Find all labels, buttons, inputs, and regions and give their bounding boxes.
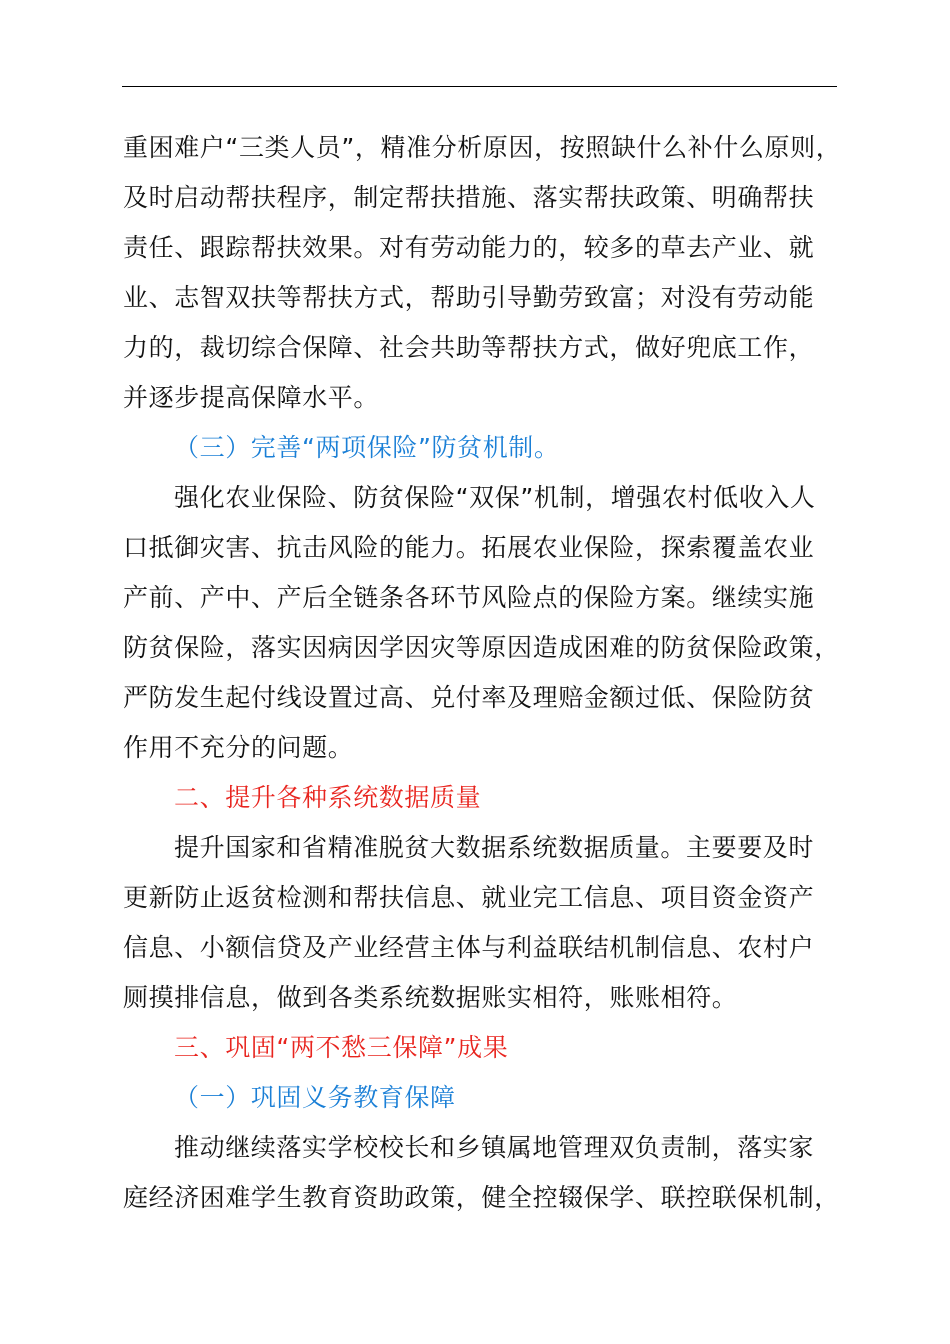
paragraph-line: 强化农业保险、防贫保险“双保”机制，增强农村低收入人 (174, 483, 816, 512)
paragraph-line: 重困难户“三类人员”，精准分析原因，按照缺什么补什么原则， (123, 133, 842, 162)
paragraph-line: 力的，裁切综合保障、社会共助等帮扶方式，做好兜底工作， (123, 333, 815, 362)
heading-consolidate-results: 三、巩固“两不愁三保障”成果 (174, 1033, 509, 1062)
paragraph-line: 业、志智双扶等帮扶方式，帮助引导勤劳致富；对没有劳动能 (123, 283, 815, 312)
header-rule (122, 86, 837, 87)
paragraph-line: 并逐步提高保障水平。 (123, 383, 380, 412)
paragraph-line: 口抵御灾害、抗击风险的能力。拓展农业保险，探索覆盖农业 (123, 533, 815, 562)
document-body (123, 123, 843, 1223)
paragraph-line: 推动继续落实学校校长和乡镇属地管理双负责制，落实家 (174, 1133, 815, 1162)
subheading-education: （一）巩固义务教育保障 (174, 1083, 456, 1112)
paragraph-line: 防贫保险，落实因病因学因灾等原因造成困难的防贫保险政策， (123, 633, 840, 662)
paragraph-line: 作用不充分的问题。 (123, 733, 354, 762)
paragraph-line: 责任、跟踪帮扶效果。对有劳动能力的，较多的草去产业、就 (123, 233, 815, 262)
paragraph-line: 提升国家和省精准脱贫大数据系统数据质量。主要要及时 (174, 833, 815, 862)
paragraph-line: 及时启动帮扶程序，制定帮扶措施、落实帮扶政策、明确帮扶 (123, 183, 815, 212)
paragraph-line: 更新防止返贫检测和帮扶信息、就业完工信息、项目资金资产 (123, 883, 815, 912)
subheading-insurance: （三）完善“两项保险”防贫机制。 (174, 433, 560, 462)
heading-data-quality: 二、提升各种系统数据质量 (174, 783, 482, 812)
paragraph-line: 信息、小额信贷及产业经营主体与利益联结机制信息、农村户 (123, 933, 815, 962)
paragraph-line: 厕摸排信息，做到各类系统数据账实相符，账账相符。 (123, 983, 738, 1012)
paragraph-line: 严防发生起付线设置过高、兑付率及理赔金额过低、保险防贫 (123, 683, 815, 712)
paragraph-line: 产前、产中、产后全链条各环节风险点的保险方案。继续实施 (123, 583, 815, 612)
paragraph-line: 庭经济困难学生教育资助政策，健全控辍保学、联控联保机制， (123, 1183, 840, 1212)
